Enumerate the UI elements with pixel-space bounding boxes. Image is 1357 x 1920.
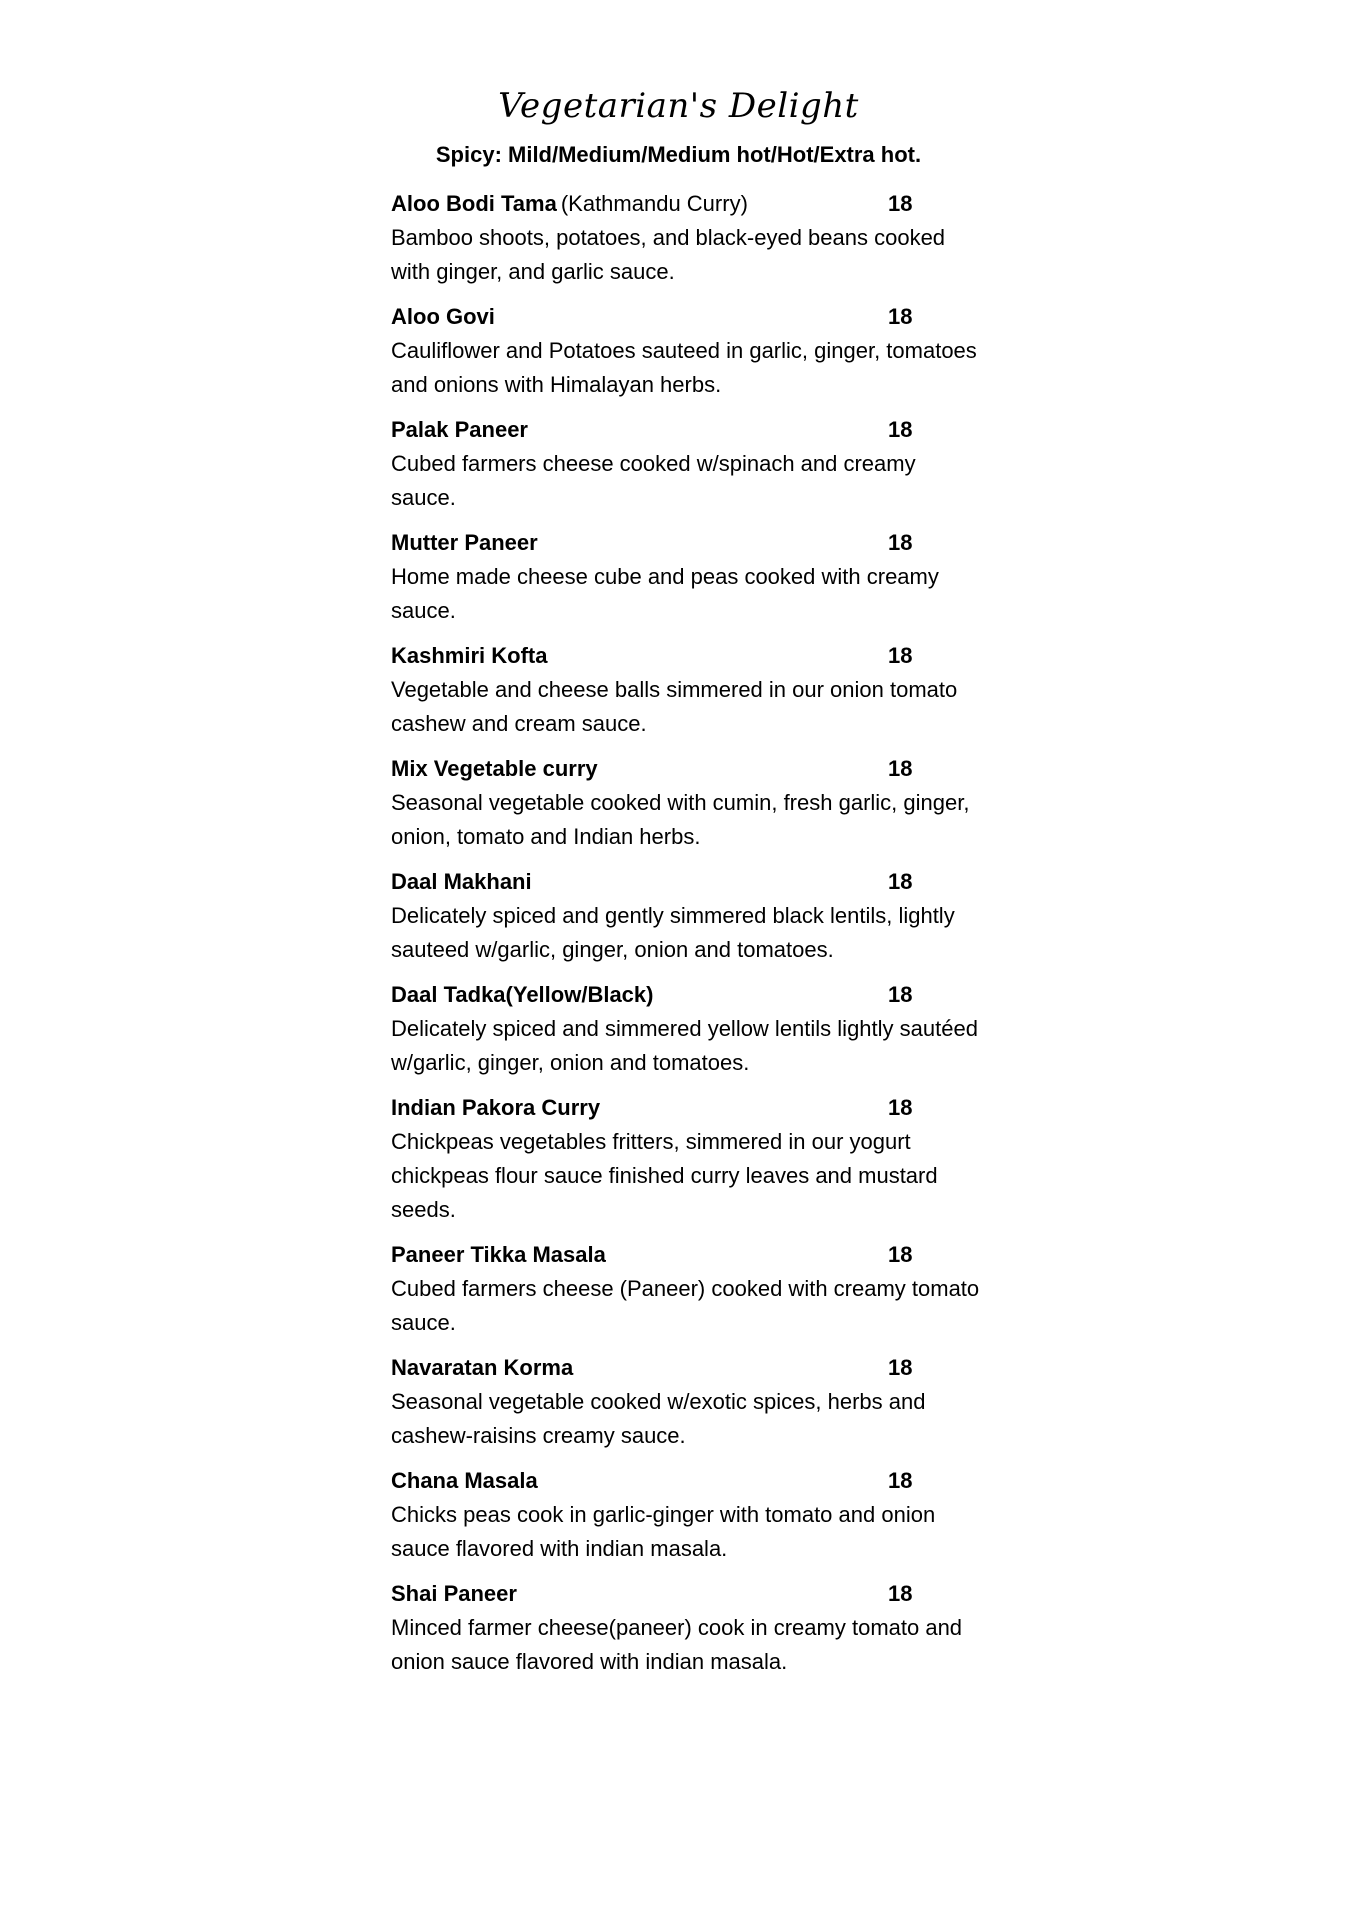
menu-item-header	[391, 1464, 991, 1498]
menu-item-price: 18	[888, 756, 913, 781]
menu-item-description: Minced farmer cheese(paneer) cook in creamy tomato and onion sauce flavored with indian masala.	[391, 1615, 963, 1674]
menu-item	[391, 865, 991, 967]
menu-item-description: Seasonal vegetable cooked w/exotic spices, herbs and cashew-raisins creamy sauce.	[391, 1389, 926, 1448]
menu-item	[391, 300, 991, 402]
menu-item-header	[391, 639, 991, 673]
menu-item	[391, 1464, 991, 1566]
menu-item-price: 18	[888, 1581, 913, 1606]
menu-item-name: Paneer Tikka Masala	[391, 1242, 606, 1267]
menu-item-header	[391, 1351, 991, 1385]
menu-item	[391, 1091, 991, 1227]
menu-item-price: 18	[888, 1095, 913, 1120]
menu-item-description: Cubed farmers cheese cooked w/spinach and creamy sauce.	[391, 451, 916, 510]
menu-item-name: Mutter Paneer	[391, 530, 538, 555]
menu-item-header	[391, 752, 991, 786]
menu-item-description: Chicks peas cook in garlic-ginger with tomato and onion sauce flavored with indian masala.	[391, 1502, 936, 1561]
menu-item-name: Aloo Bodi Tama	[391, 191, 557, 216]
menu-item-list	[391, 187, 991, 1690]
menu-item-name: Daal Tadka(Yellow/Black)	[391, 982, 654, 1007]
menu-item-name: Navaratan Korma	[391, 1355, 574, 1380]
menu-item-price: 18	[888, 1468, 913, 1493]
menu-item-header	[391, 1238, 991, 1272]
menu-item-header	[391, 413, 991, 447]
menu-item-price: 18	[888, 869, 913, 894]
menu-item	[391, 1238, 991, 1340]
menu-item-description: Home made cheese cube and peas cooked with creamy sauce.	[391, 564, 939, 623]
menu-item-price: 18	[888, 530, 913, 555]
menu-item	[391, 978, 991, 1080]
menu-item-header	[391, 865, 991, 899]
menu-item	[391, 187, 991, 289]
menu-item-description: Bamboo shoots, potatoes, and black-eyed beans cooked with ginger, and garlic sauce.	[391, 225, 946, 284]
menu-item-price: 18	[888, 191, 913, 216]
menu-item-header	[391, 1091, 991, 1125]
menu-item-price: 18	[888, 982, 913, 1007]
menu-item-description: Cubed farmers cheese (Paneer) cooked with creamy tomato sauce.	[391, 1276, 980, 1335]
menu-item-description: Chickpeas vegetables fritters, simmered in our yogurt chickpeas flour sauce finished curry leaves and mustard seeds.	[391, 1129, 938, 1222]
menu-item-price: 18	[888, 304, 913, 329]
menu-item	[391, 1577, 991, 1679]
menu-item-name: Chana Masala	[391, 1468, 538, 1493]
menu-item	[391, 1351, 991, 1453]
menu-item-name: Indian Pakora Curry	[391, 1095, 601, 1120]
menu-item-description: Vegetable and cheese balls simmered in our onion tomato cashew and cream sauce.	[391, 677, 958, 736]
menu-item-description: Delicately spiced and simmered yellow lentils lightly sautéed w/garlic, ginger, onion and tomatoes.	[391, 1016, 978, 1075]
menu-item-name: Shai Paneer	[391, 1581, 517, 1606]
menu-item-name: Aloo Govi	[391, 304, 495, 329]
menu-item-header	[391, 526, 991, 560]
spicy-level-note: Spicy: Mild/Medium/Medium hot/Hot/Extra hot.	[435, 142, 922, 167]
menu-item-price: 18	[888, 417, 913, 442]
menu-item-name: Palak Paneer	[391, 417, 528, 442]
menu-item-description: Seasonal vegetable cooked with cumin, fresh garlic, ginger, onion, tomato and Indian herbs.	[391, 790, 970, 849]
menu-item-header	[391, 1577, 991, 1611]
menu-item-price: 18	[888, 643, 913, 668]
menu-item-price: 18	[888, 1242, 913, 1267]
menu-item-name: Daal Makhani	[391, 869, 532, 894]
menu-title: Vegetarian's Delight	[498, 86, 859, 126]
menu-item	[391, 413, 991, 515]
menu-item-header	[391, 187, 991, 221]
menu-item-header	[391, 300, 991, 334]
menu-item	[391, 752, 991, 854]
menu-item-header	[391, 978, 991, 1012]
menu-item-name: Kashmiri Kofta	[391, 643, 548, 668]
menu-item	[391, 639, 991, 741]
menu-item	[391, 526, 991, 628]
menu-item-name: Mix Vegetable curry	[391, 756, 598, 781]
menu-item-subtitle: (Kathmandu Curry)	[560, 191, 748, 216]
menu-item-price: 18	[888, 1355, 913, 1380]
menu-item-description: Cauliflower and Potatoes sauteed in garlic, ginger, tomatoes and onions with Himalayan herbs.	[391, 338, 977, 397]
menu-item-description: Delicately spiced and gently simmered black lentils, lightly sauteed w/garlic, ginger, onion and tomatoes.	[391, 903, 955, 962]
